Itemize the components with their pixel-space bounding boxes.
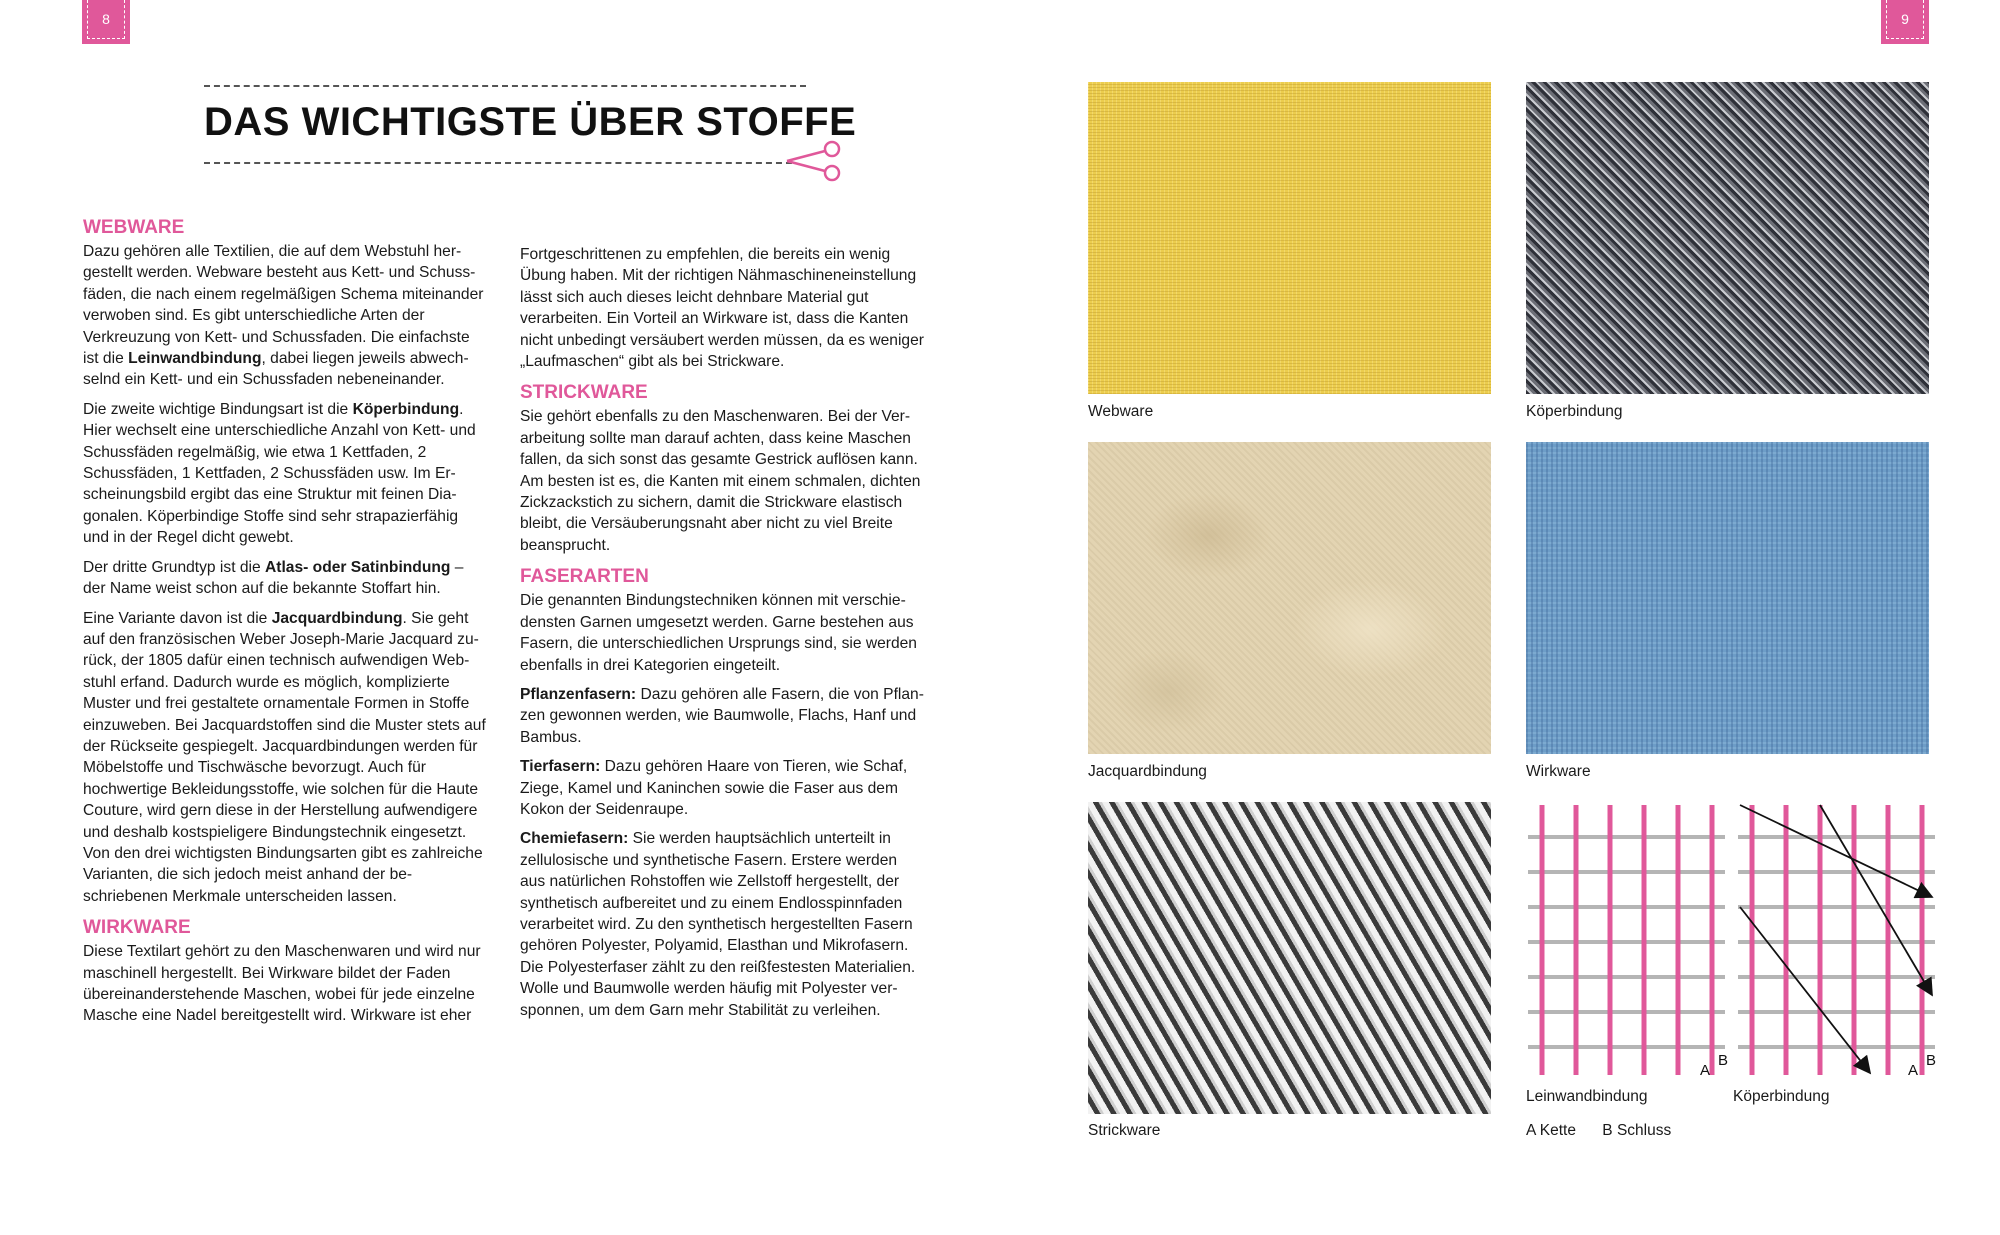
caption-diagram-koeperbindung: Köperbindung [1733,1088,1830,1105]
scissors-icon [785,137,845,185]
leinwand-diagram [1528,805,1728,1079]
paragraph-webware-1: Dazu gehören alle Textilien, die auf dem Webstuhl hergestellt werden. Webware besteht aus Kett- und Schussfäden, die nach einem regelmäßigen Schema miteinander verwoben sind. Es gibt unterschiedliche Arten der Verkreuzung von Kett- und Schussfaden. Die einfachste ist die Leinwandbindung, dabei liegen jeweils abwechselnd ein Kett- und ein Schussfaden nebeneinander. [83,243,484,389]
heading-wirkware: WIRKWARE [83,917,191,939]
paragraph-chemiefasern: Chemiefasern: Sie werden hauptsächlich unterteilt in zellulosische und synthetische Fasern. Erstere werden aus natürlichen Rohstoffen wie Zellstoff hergestellt, der synthetisch aufbereitet und zu einem Endlosspinnfaden verarbeitet wird. Zu den synthetisch hergestellten Fasern gehören Polyester, Polyamid, Elasthan und Mikrofasern. Die Polyesterfaser zählt zu den reißfestesten Materialien. Wolle und Baumwolle werden häufig mit Polyester versponnen, um dem Garn mehr Stabilität zu verleihen. [520,830,916,1019]
fabric-photo-wirkware [1526,442,1929,754]
diagram-label-b-right: B [1926,1052,1937,1069]
fabric-photo-webware [1088,82,1491,394]
page-number-tab-left [82,0,130,44]
paragraph-wirkware-1: Diese Textilart gehört zu den Maschenwaren und wird nur maschinell hergestellt. Bei Wirkware bildet der Faden übereinanderstehende Maschen, wobei für jede einzelne Masche eine Nadel bereitgestellt wird. Wirkware ist eher [83,943,481,1025]
diagram-label-a-left: A [1700,1062,1711,1079]
paragraph-webware-3: Der dritte Grundtyp ist die Atlas- oder Satinbindung – der Name weist schon auf die bekannte Stoffart hin. [83,558,464,598]
title-bottom-rule [204,162,792,164]
fabric-photo-jacquardbindung [1088,442,1491,754]
koeper-diagram [1738,805,1936,1079]
diagram-label-b-left: B [1718,1052,1729,1069]
caption-webware: Webware [1088,403,1154,420]
paragraph-pflanzenfasern: Pflanzenfasern: Dazu gehören alle Fasern, die von Pflanzen gewonnen werden, wie Baumwolle, Flachs, Hanf und Bambus. [520,685,924,746]
caption-strickware: Strickware [1088,1122,1161,1139]
paragraph-wirkware-2: Fortgeschrittenen zu empfehlen, die bereits ein wenig Übung haben. Mit der richtigen Nähmaschineneinstellung lässt sich auch dieses leicht dehnbare Material gut verarbeiten. Ein Vorteil an Wirkware ist, dass die Kanten nicht unbedingt versäubert werden müssen, da es weniger „Laufmaschen“ gibt als bei Strickware. [520,246,924,371]
diagram-legend [1526,1122,1693,1140]
fabric-photo-koeperbindung [1526,82,1929,394]
page-number-tab-right [1881,0,1929,44]
legend-a-kette: A Kette [1526,1122,1576,1139]
caption-jacquardbindung: Jacquardbindung [1088,763,1207,780]
text-column-left [83,212,488,1035]
paragraph-faserarten: Die genannten Bindungstechniken können mit verschiedensten Garnen umgesetzt werden. Garne bestehen aus Fasern, die unterschiedlichen Ursprungs sind, sie werden ebenfalls in drei Kategorien eingeteilt. [520,592,917,674]
diagram-label-a-right: A [1908,1062,1919,1079]
page-title: DAS WICHTIGSTE ÜBER STOFFE [204,100,857,144]
paragraph-strickware: Sie gehört ebenfalls zu den Maschenwaren. Bei der Verarbeitung sollte man darauf achten, dass keine Maschen fallen, da sich sonst das gesamte Gestrick auflösen kann. Am besten ist es, die Kanten mit einem schmalen, dichten Zickzackstich zu sichern, damit die Strickware elastisch bleibt, die Versäuberungsnaht aber nicht zu viel Breite beansprucht. [520,408,921,554]
page-number-right: 9 [1901,11,1909,27]
paragraph-tierfasern: Tierfasern: Dazu gehören Haare von Tieren, wie Schaf, Ziege, Kamel und Kaninchen sowie die Faser aus dem Kokon der Seidenraupe. [520,758,908,818]
caption-diagram-leinwandbindung: Leinwandbindung [1526,1088,1648,1105]
heading-webware: WEBWARE [83,217,185,238]
text-column-middle [520,212,925,1029]
paragraph-webware-2: Die zweite wichtige Bindungsart ist die Köperbindung. Hier wechselt eine unterschiedliche Anzahl von Kett- und Schussfäden regelmäßig, wie etwa 1 Kettfaden, 2 Schussfäden, 1 Kettfaden, 2 Schussfäden usw. Im Erscheinungsbild ergibt das eine Struktur mit feinen Diagonalen. Köperbindige Stoffe sind sehr strapazierfähig und in der Regel dicht gewebt. [83,400,476,547]
page-number-left: 8 [102,11,110,27]
legend-b-schluss: B Schluss [1602,1122,1672,1139]
weave-diagram [1520,795,1940,1100]
heading-strickware: STRICKWARE [520,382,648,404]
paragraph-webware-4: Eine Variante davon ist die Jacquardbindung. Sie geht auf den französischen Weber Joseph-Marie Jacquard zurück, der 1805 dafür einen technisch aufwendigen Webstuhl erfand. Dadurch wurde es möglich, komplizierte Muster und frei gestaltete ornamentale Formen in Stoffe einzuweben. Bei Jacquardstoffen sind die Muster stets auf der Rückseite gespiegelt. Jacquardbindungen werden für Möbelstoffe und Tischwäsche bevorzugt. Auch für hochwertige Bekleidungsstoffe, wie solchen für die Haute Couture, wird gern diese in der Herstellung aufwendigere und deshalb kostspieligere Bindungstechnik eingesetzt. Von den drei wichtigsten Bindungsarten gibt es zahlreiche Varianten, die sich jedoch meist anhand der beschriebenen Merkmale unterscheiden lassen. [83,609,486,905]
caption-wirkware: Wirkware [1526,763,1591,780]
title-top-rule [204,85,806,87]
heading-faserarten: FASERARTEN [520,566,649,588]
caption-koeperbindung: Köperbindung [1526,403,1623,420]
fabric-photo-strickware [1088,802,1491,1114]
